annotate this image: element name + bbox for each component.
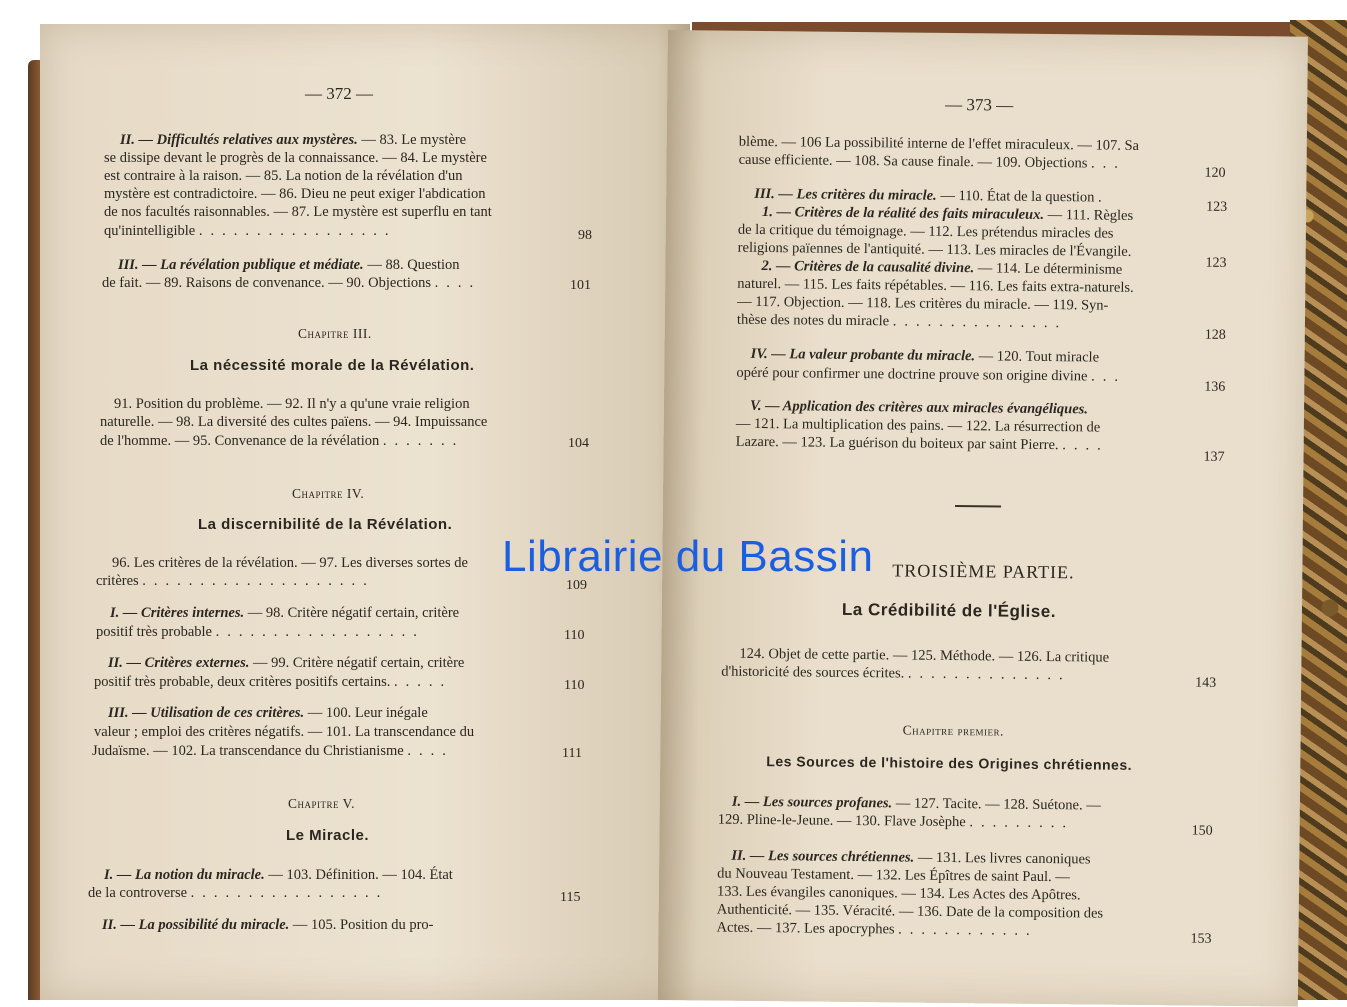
toc-entry-heading: II. — Les sources chrétiennes. — 131. Les livres canoniques (731, 847, 1091, 868)
toc-entry-text: Judaïsme. — 102. La transcendance du Christianisme .... (92, 743, 454, 759)
chapter-title: Les Sources de l'histoire des Origines chrétiennes. (766, 753, 1133, 773)
toc-entry-text: de la critique du témoignage. — 112. Les prétendus miracles des (737, 221, 1114, 242)
toc-page-ref: 143 (1195, 675, 1217, 691)
chapter-label: Chapitre III. (298, 326, 372, 341)
toc-entry-text: 129. Pline-le-Jeune. — 130. Flave Josèphe ......... (717, 811, 1075, 832)
watermark-text: Librairie du Bassin (502, 532, 874, 581)
toc-entry-text: critères .................... (96, 573, 375, 589)
toc-page-ref: 150 (1191, 823, 1213, 839)
toc-entry-heading: V. — Application des critères aux miracles évangéliques. (749, 397, 1089, 418)
part-label: TROISIÈME PARTIE. (892, 560, 1075, 583)
toc-entry-text: se dissipe devant le progrès de la connaissance. — 84. Le mystère (104, 150, 487, 166)
toc-page-ref: 110 (564, 678, 585, 693)
toc-entry-heading: 2. — Critères de la causalité divine. — 114. Le déterminisme (761, 257, 1123, 278)
toc-page-ref: 137 (1203, 449, 1225, 465)
toc-entry-heading: III. — La révélation publique et médiate. — 88. Question (118, 257, 460, 273)
toc-entry-text: d'historicité des sources écrites. .............. (721, 663, 1071, 684)
toc-entry-text: de la controverse ................. (88, 885, 389, 901)
right-page (658, 30, 1308, 1007)
toc-page-ref: 115 (560, 890, 581, 905)
toc-entry-text: de l'homme. — 95. Convenance de la révélation ....... (100, 433, 465, 449)
toc-page-ref: 98 (578, 228, 592, 243)
toc-entry-text: mystère est contradictoire. — 86. Dieu ne peut exiger l'abdication (104, 186, 486, 202)
toc-entry-heading: II. — Critères externes. — 99. Critère négatif certain, critère (108, 655, 465, 671)
toc-entry-text: — 121. La multiplication des pains. — 122. La résurrection de (735, 415, 1101, 436)
toc-entry-text: est contraire à la raison. — 85. La notion de la révélation d'un (104, 168, 463, 184)
toc-page-ref: 136 (1204, 379, 1226, 395)
toc-entry-text: valeur ; emploi des critères négatifs. — 101. La transcendance du (94, 724, 475, 740)
chapter-label: Chapitre premier. (902, 722, 1005, 739)
toc-entry-text: 133. Les évangiles canoniques. — 134. Les Actes des Apôtres. (716, 883, 1081, 904)
toc-page-ref: 111 (562, 746, 582, 761)
part-title: La Crédibilité de l'Église. (841, 599, 1057, 622)
toc-entry-text: positif très probable .................. (96, 624, 425, 640)
left-page (40, 24, 690, 1000)
toc-entry-heading: III. — Les critères du miracle. — 110. État de la question . (754, 185, 1110, 206)
toc-entry-text: Lazare. — 123. La guérison du boiteux par saint Pierre. .... (735, 433, 1109, 454)
toc-entry-text: cause efficiente. — 108. Sa cause finale. — 109. Objections ... (738, 151, 1127, 172)
toc-entry-text: de nos facultés raisonnables. — 87. Le mystère est superflu en tant (104, 204, 492, 220)
toc-entry-text: naturelle. — 98. La diversité des cultes païens. — 94. Impuissance (100, 414, 488, 430)
page-number: — 372 — (305, 84, 373, 103)
chapter-title: La nécessité morale de la Révélation. (190, 357, 475, 374)
toc-entry-text: qu'inintelligible ................. (104, 223, 397, 239)
toc-page-ref: 109 (566, 578, 587, 593)
toc-entry-text: naturel. — 115. Les faits répétables. — 116. Les faits extra-naturels. (737, 275, 1134, 296)
toc-entry-heading: I. — Les sources profanes. — 127. Tacite. — 128. Suétone. — (731, 793, 1101, 814)
toc-entry-heading: I. — Critères internes. — 98. Critère négatif certain, critère (110, 605, 460, 621)
toc-page-ref: 123 (1205, 255, 1227, 271)
toc-entry-heading: 1. — Critères de la réalité des faits miraculeux. — 111. Règles (762, 203, 1134, 224)
chapter-title: La discernibilité de la Révélation. (198, 516, 453, 533)
toc-entry-text: Authenticité. — 135. Véracité. — 136. Date de la composition des (716, 901, 1104, 922)
toc-entry-heading: III. — Utilisation de ces critères. — 100. Leur inégale (108, 705, 428, 721)
page-number: — 373 — (945, 94, 1014, 115)
chapter-label: Chapitre V. (288, 796, 356, 811)
toc-entry-heading: II. — Difficultés relatives aux mystères. — 83. Le mystère (120, 132, 467, 148)
toc-entry-text: — 117. Objection. — 118. Les critères du miracle. — 119. Syn- (737, 293, 1109, 314)
toc-page-ref: 153 (1190, 931, 1212, 947)
toc-entry-text: thèse des notes du miracle ............... (736, 311, 1068, 332)
toc-page-ref: 123 (1206, 199, 1228, 215)
toc-entry-text: du Nouveau Testament. — 132. Les Épîtres de saint Paul. — (717, 865, 1070, 886)
toc-entry-text: blème. — 106 La possibilité interne de l'effet miraculeux. — 107. Sa (738, 133, 1140, 154)
toc-entry-text: opéré pour confirmer une doctrine prouve son origine divine ... (736, 364, 1127, 385)
section-divider (955, 505, 1001, 507)
toc-entry-heading: IV. — La valeur probante du miracle. — 120. Tout miracle (750, 345, 1100, 366)
toc-entry-text: de fait. — 89. Raisons de convenance. — 90. Objections .... (102, 275, 482, 291)
toc-page-ref: 101 (570, 278, 591, 293)
toc-entry-text: religions païennes de l'antiquité. — 113. Les miracles de l'Évangile. (737, 239, 1132, 260)
toc-page-ref: 110 (564, 628, 585, 643)
toc-entry-text: positif très probable, deux critères positifs certains. ..... (94, 674, 453, 690)
toc-entry-heading: II. — La possibilité du miracle. — 105. Position du pro- (102, 917, 434, 933)
toc-entry-heading: I. — La notion du miracle. — 103. Définition. — 104. État (104, 867, 453, 883)
toc-entry-text: 91. Position du problème. — 92. Il n'y a qu'une vraie religion (114, 396, 470, 412)
toc-entry-text: 96. Les critères de la révélation. — 97. Les diverses sortes de (112, 555, 468, 571)
chapter-title: Le Miracle. (286, 827, 370, 844)
toc-entry-text: Actes. — 137. Les apocryphes ............ (716, 919, 1038, 939)
toc-page-ref: 128 (1204, 327, 1226, 343)
chapter-label: Chapitre IV. (292, 486, 365, 501)
toc-entry-text: 124. Objet de cette partie. — 125. Méthode. — 126. La critique (739, 645, 1110, 666)
toc-page-ref: 104 (568, 436, 589, 451)
toc-page-ref: 120 (1204, 165, 1226, 181)
